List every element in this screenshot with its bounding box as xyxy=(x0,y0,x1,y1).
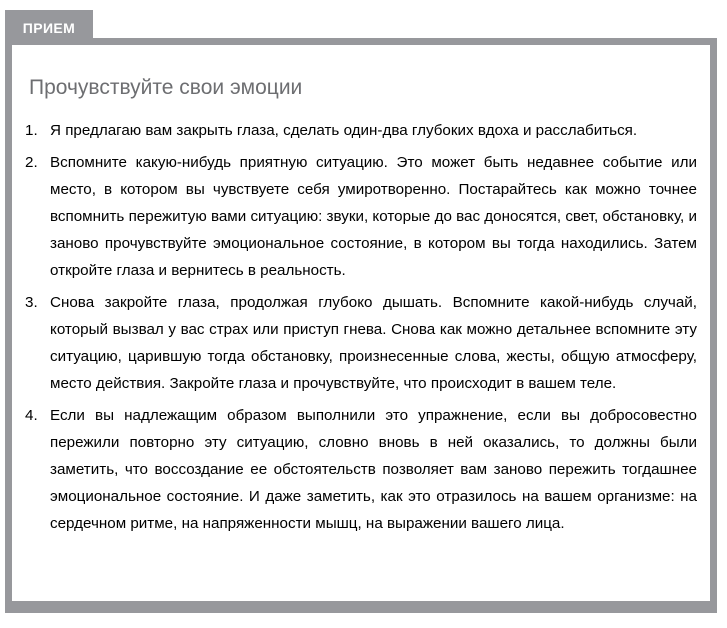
list-item-text: Вспомните какую-нибудь приятную ситуацию. Это может быть недавнее событие или место, в котором вы чувствуете себя умиротворенно. Постарайтесь как можно точнее вспомнить пережитую вами ситуацию: звуки, которые до вас доносятся, свет, обстановку, и заново прочувствуйте эмоциональное состояние, в котором вы тогда находились. Затем откройте глаза и вернитесь в реальность. xyxy=(50,154,697,280)
list-item-number: 1. xyxy=(25,122,38,140)
list-item xyxy=(25,402,697,537)
list-item xyxy=(25,149,697,284)
list-item-text: Я предлагаю вам закрыть глаза, сделать один-два глубоких вдоха и расслабиться. xyxy=(50,122,638,140)
list-item-number: 4. xyxy=(25,407,38,425)
list-item-text: Если вы надлежащим образом выполнили это упражнение, если вы добросовестно пережили повторно эту ситуацию, словно вновь в ней оказались, то должны были заметить, что воссоздание ее обстоятельств позволяет вам заново пережить тогдашнее эмоциональное состояние. И даже заметить, как это отразилось на вашем организме: на сердечном ритме, на напряженности мышц, на выражении вашего лица. xyxy=(50,407,697,533)
list-item-number: 3. xyxy=(25,294,38,312)
card-content xyxy=(5,38,717,608)
page-title: Прочувствуйте свои эмоции xyxy=(29,76,303,99)
list-item xyxy=(25,289,697,397)
list-item-text: Снова закройте глаза, продолжая глубоко дышать. Вспомните какой-нибудь случай, который вызвал у вас страх или приступ гнева. Снова как можно детальнее вспомните эту ситуацию, царившую тогда обстановку, произнесенные слова, жесты, общую атмосферу, место действия. Закройте глаза и прочувствуйте, что происходит в вашем теле. xyxy=(50,294,697,393)
list-item xyxy=(25,117,697,144)
section-tab-label: ПРИЕМ xyxy=(22,19,76,36)
steps-list xyxy=(25,117,697,537)
list-item-number: 2. xyxy=(25,154,38,172)
